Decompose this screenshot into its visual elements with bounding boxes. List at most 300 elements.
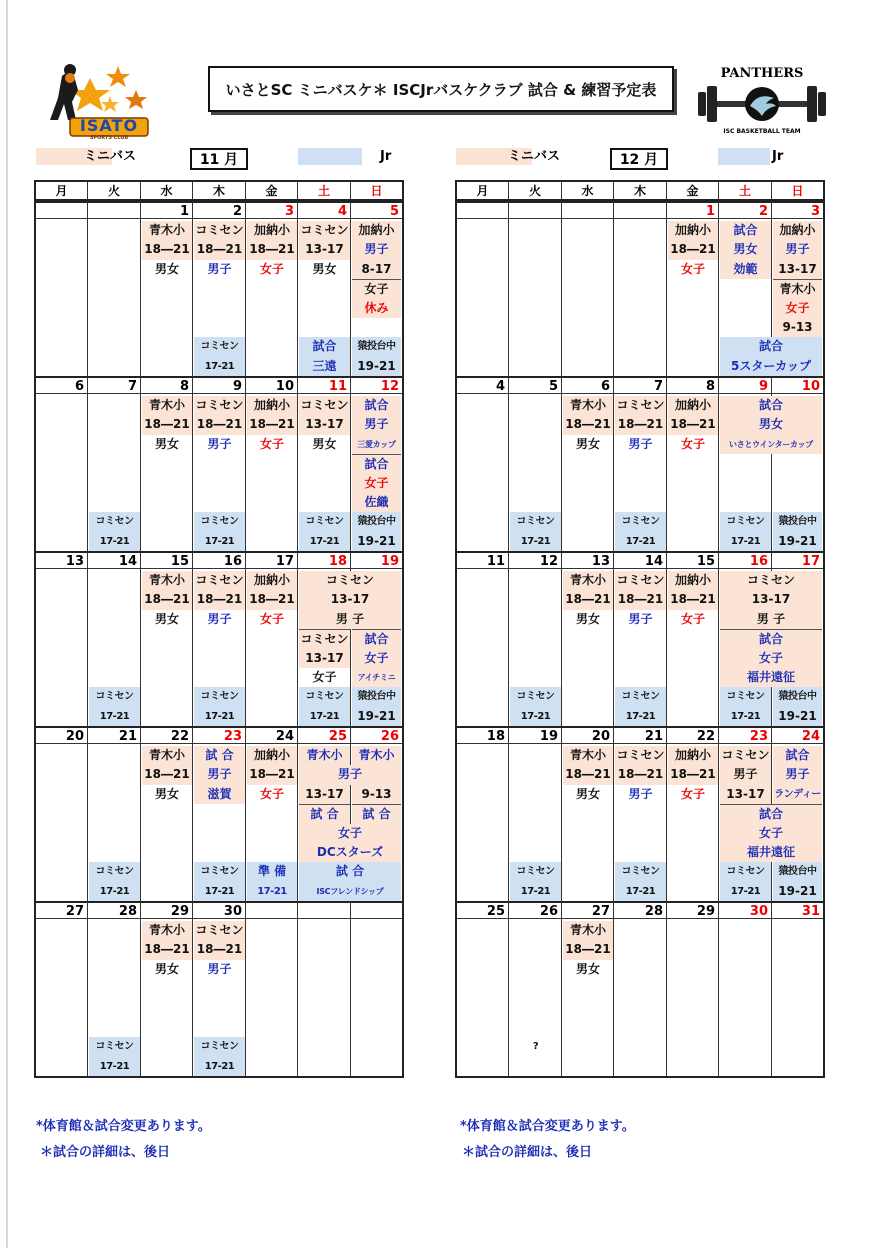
event-entry: 13-17	[720, 590, 822, 609]
weekday-header: 月	[36, 182, 88, 201]
event-entry: 18―21	[563, 415, 613, 434]
event-entry: 18―21	[194, 240, 245, 259]
event-entry: 17-21	[247, 882, 297, 901]
event-entry: コミセン	[89, 687, 140, 706]
day-number	[246, 901, 298, 919]
event-entry: 18―21	[247, 590, 297, 609]
isato-logo-sub: SPORTS CLUB	[89, 135, 129, 141]
day-cell	[667, 919, 719, 1076]
event-entry: 試 合	[299, 862, 401, 881]
event-entry: 試合	[352, 396, 401, 415]
event-entry: 17-21	[615, 707, 666, 726]
event-entry: 17-21	[194, 882, 245, 901]
day-cell	[457, 394, 509, 551]
event-entry: 女子	[680, 261, 705, 276]
event-entry: 青木小	[142, 921, 192, 940]
event-entry: 18―21	[142, 240, 192, 259]
event-entry: 女子	[352, 279, 401, 298]
event-entry: 男子	[194, 765, 245, 784]
event-entry: 加納小	[247, 746, 297, 765]
note-match-details-2: ＊試合の詳細は、後日	[462, 1145, 593, 1160]
day-number: 1	[667, 201, 719, 219]
event-entry: コミセン	[720, 512, 771, 531]
event-entry: 18―21	[194, 590, 245, 609]
event-entry: いさとウインターカップ	[720, 435, 822, 454]
day-number: 14	[614, 551, 667, 569]
event-entry: 男女	[575, 786, 600, 801]
weekday-header: 木	[193, 182, 246, 201]
event-entry: 女子	[259, 786, 284, 801]
event-entry: 18―21	[668, 590, 718, 609]
day-number: 26	[509, 901, 562, 919]
event-entry: コミセン	[299, 396, 350, 415]
event-entry: 猿投台中	[352, 337, 401, 356]
event-entry: コミセン	[510, 512, 561, 531]
event-entry: 13-17	[299, 240, 350, 259]
event-entry: 女子	[259, 611, 284, 626]
event-entry: 猿投台中	[352, 512, 401, 531]
page-edge	[6, 0, 8, 1248]
event-entry: 男女	[154, 261, 179, 276]
event-entry: ?	[532, 1041, 539, 1053]
event-entry: 試合	[720, 221, 771, 240]
day-number: 10	[772, 376, 823, 394]
note-venue-change: *体育館＆試合変更あります。	[36, 1119, 211, 1134]
event-entry: 17-21	[299, 532, 350, 551]
event-entry: 青木小	[299, 746, 350, 765]
day-number: 20	[36, 726, 88, 744]
page-title: いさとSC ミニバスケ＊ ISCJrバスケクラブ 試合 & 練習予定表	[208, 66, 674, 112]
day-number: 16	[193, 551, 246, 569]
event-entry: 男女	[575, 961, 600, 976]
event-entry: 9-13	[773, 318, 822, 337]
event-entry: 女子	[299, 824, 401, 843]
day-number	[36, 201, 88, 219]
day-number	[562, 201, 614, 219]
event-entry: 効範	[720, 260, 771, 279]
weekday-header: 金	[246, 182, 298, 201]
event-entry: 17-21	[615, 882, 666, 901]
weekday-header: 月	[457, 182, 509, 201]
day-number: 29	[667, 901, 719, 919]
day-cell	[36, 219, 88, 376]
event-entry: 加納小	[247, 221, 297, 240]
day-number: 30	[193, 901, 246, 919]
event-entry: 男女	[154, 436, 179, 451]
day-number: 24	[772, 726, 823, 744]
event-entry: コミセン	[615, 396, 666, 415]
event-entry: 男子	[299, 765, 401, 784]
event-entry: 18―21	[142, 590, 192, 609]
event-entry: 13-17	[299, 415, 350, 434]
weekday-header: 日	[772, 182, 823, 201]
day-number: 28	[88, 901, 141, 919]
event-entry: 男子	[352, 240, 401, 259]
event-entry: 猿投台中	[352, 687, 401, 706]
event-entry: コミセン	[194, 396, 245, 415]
day-number: 13	[562, 551, 614, 569]
event-entry: 試合	[299, 337, 350, 356]
event-entry: コミセン	[615, 512, 666, 531]
weekday-header: 日	[351, 182, 402, 201]
event-entry: 青木小	[352, 746, 401, 765]
event-entry: 加納小	[352, 221, 401, 240]
event-entry: コミセン	[89, 512, 140, 531]
day-number: 17	[246, 551, 298, 569]
event-entry: 三遠	[299, 357, 350, 376]
event-entry: アイチミニ	[352, 668, 401, 687]
event-entry: 女子	[720, 824, 822, 843]
day-number	[509, 201, 562, 219]
event-entry: 試合	[720, 804, 822, 823]
event-entry: 男女	[154, 786, 179, 801]
event-entry: 18―21	[142, 415, 192, 434]
event-entry: 女子	[312, 670, 337, 684]
day-cell	[772, 919, 823, 1076]
jr-legend-label-2: Jr	[772, 149, 784, 164]
event-entry: 猿投台中	[773, 512, 822, 531]
event-entry: 18―21	[668, 415, 718, 434]
event-entry: 男子	[207, 436, 232, 451]
day-cell	[36, 569, 88, 726]
event-entry: 男女	[154, 961, 179, 976]
event-entry: 13-17	[299, 590, 401, 609]
day-number: 29	[141, 901, 193, 919]
event-entry: 18―21	[668, 765, 718, 784]
event-entry: コミセン	[720, 571, 822, 590]
event-entry: 男女	[312, 261, 337, 276]
day-number: 11	[457, 551, 509, 569]
day-number: 9	[719, 376, 772, 394]
event-entry: 加納小	[247, 571, 297, 590]
event-entry: 男子	[207, 611, 232, 626]
panthers-logo-title: PANTHERS	[720, 66, 804, 81]
day-number: 26	[351, 726, 402, 744]
event-entry: 18―21	[247, 415, 297, 434]
day-number: 11	[298, 376, 351, 394]
note-venue-change-2: *体育館＆試合変更あります。	[460, 1119, 635, 1134]
weekday-header: 火	[88, 182, 141, 201]
day-number: 4	[457, 376, 509, 394]
mini-legend-label: ミニバス	[84, 149, 137, 164]
event-entry: 青木小	[142, 571, 192, 590]
day-number: 28	[614, 901, 667, 919]
event-entry: 男子	[773, 765, 822, 784]
calendar-november	[34, 180, 404, 1078]
event-entry: 試合	[352, 629, 401, 648]
day-number: 6	[562, 376, 614, 394]
weekday-header: 土	[298, 182, 351, 201]
event-entry: 17-21	[89, 1057, 140, 1076]
event-entry: 青木小	[563, 921, 613, 940]
day-number: 15	[141, 551, 193, 569]
day-number: 10	[246, 376, 298, 394]
event-entry: 女子	[352, 649, 401, 668]
event-entry: 男女	[575, 436, 600, 451]
event-entry: 加納小	[668, 221, 718, 240]
event-entry: 女子	[720, 649, 822, 668]
event-entry: コミセン	[510, 687, 561, 706]
event-entry: 青木小	[142, 396, 192, 415]
day-cell	[457, 569, 509, 726]
event-entry: 試 合	[352, 804, 401, 823]
day-number: 25	[457, 901, 509, 919]
event-entry: 17-21	[194, 357, 245, 376]
day-number: 27	[562, 901, 614, 919]
event-entry: 19-21	[352, 357, 401, 376]
event-entry: コミセン	[299, 571, 401, 590]
event-entry: 加納小	[668, 396, 718, 415]
event-entry: 女子	[352, 474, 401, 493]
event-entry: 三愛カップ	[352, 435, 401, 454]
jr-swatch-2	[718, 148, 770, 165]
event-entry: 13-17	[773, 260, 822, 279]
event-entry: 男女	[154, 611, 179, 626]
event-entry: 男子	[207, 261, 232, 276]
panthers-logo-sub: ISC BASKETBALL TEAM	[723, 128, 801, 135]
event-entry: 17-21	[720, 882, 771, 901]
event-entry: 18―21	[563, 765, 613, 784]
day-number: 30	[719, 901, 772, 919]
event-entry: コミセン	[510, 862, 561, 881]
event-entry: 女子	[773, 299, 822, 318]
event-entry: コミセン	[615, 571, 666, 590]
day-number: 20	[562, 726, 614, 744]
day-cell	[457, 219, 509, 376]
day-number: 4	[298, 201, 351, 219]
jr-legend-label: Jr	[380, 149, 392, 164]
day-cell	[246, 919, 298, 1076]
event-entry: 19-21	[352, 707, 401, 726]
event-entry: 18―21	[194, 415, 245, 434]
event-entry: コミセン	[89, 862, 140, 881]
event-entry: 17-21	[194, 1057, 245, 1076]
day-cell	[298, 919, 351, 1076]
event-entry: 試合	[352, 454, 401, 473]
day-cell	[614, 219, 667, 376]
day-number: 16	[719, 551, 772, 569]
event-entry: コミセン	[299, 629, 350, 648]
isato-logo-text: ISATO	[79, 116, 139, 135]
event-entry: 男子	[720, 765, 771, 784]
day-number: 14	[88, 551, 141, 569]
event-entry: ISCフレンドシップ	[299, 882, 401, 901]
event-entry: 休み	[352, 299, 401, 318]
event-entry: 18―21	[247, 240, 297, 259]
event-entry: 17-21	[194, 532, 245, 551]
day-cell	[36, 744, 88, 901]
event-entry: 18―21	[615, 590, 666, 609]
event-entry: 猿投台中	[773, 862, 822, 881]
event-entry: コミセン	[194, 221, 245, 240]
jr-swatch	[298, 148, 362, 165]
panthers-logo	[692, 66, 832, 146]
event-entry: 5スターカップ	[720, 357, 822, 376]
day-number: 12	[509, 551, 562, 569]
event-entry: 18―21	[142, 940, 192, 959]
day-number	[298, 901, 351, 919]
event-entry: コミセン	[615, 746, 666, 765]
event-entry: コミセン	[194, 687, 245, 706]
event-entry: 8-17	[352, 260, 401, 279]
event-entry: 試合	[773, 746, 822, 765]
day-number	[457, 201, 509, 219]
day-number	[351, 901, 402, 919]
day-number: 25	[298, 726, 351, 744]
event-entry: 18―21	[615, 415, 666, 434]
day-number: 7	[88, 376, 141, 394]
event-entry: 17-21	[510, 532, 561, 551]
event-entry: 17-21	[720, 532, 771, 551]
event-entry: 滋賀	[194, 785, 245, 804]
weekday-header: 水	[562, 182, 614, 201]
event-entry: 男子	[628, 786, 653, 801]
day-cell	[36, 394, 88, 551]
event-entry: 17-21	[89, 532, 140, 551]
event-entry: 17-21	[89, 882, 140, 901]
event-entry: コミセン	[720, 687, 771, 706]
event-entry: 青木小	[773, 279, 822, 298]
weekday-header: 金	[667, 182, 719, 201]
event-entry: コミセン	[194, 921, 245, 940]
event-entry: コミセン	[89, 1037, 140, 1056]
event-entry: 青木小	[563, 571, 613, 590]
event-entry: 18―21	[142, 765, 192, 784]
event-entry: 加納小	[773, 221, 822, 240]
day-cell	[36, 919, 88, 1076]
day-number: 12	[351, 376, 402, 394]
event-entry: 女子	[680, 436, 705, 451]
event-entry: コミセン	[720, 862, 771, 881]
note-match-details: ＊試合の詳細は、後日	[40, 1145, 171, 1160]
event-entry: 17-21	[510, 707, 561, 726]
day-number: 19	[351, 551, 402, 569]
day-cell	[88, 219, 141, 376]
event-entry: 青木小	[142, 221, 192, 240]
event-entry: 女子	[259, 261, 284, 276]
day-number: 13	[36, 551, 88, 569]
event-entry: コミセン	[299, 512, 350, 531]
event-entry: 18―21	[668, 240, 718, 259]
event-entry: 男女	[720, 240, 771, 259]
day-number: 19	[509, 726, 562, 744]
event-entry: 17-21	[299, 707, 350, 726]
day-number: 8	[667, 376, 719, 394]
event-entry: 13-17	[720, 785, 771, 804]
day-cell	[509, 219, 562, 376]
day-number: 23	[193, 726, 246, 744]
event-entry: 男女	[312, 436, 337, 451]
event-entry: 男子	[352, 415, 401, 434]
day-number: 3	[772, 201, 823, 219]
event-entry: 19-21	[773, 707, 822, 726]
event-entry: 13-17	[299, 649, 350, 668]
event-entry: 福井遠征	[720, 668, 822, 687]
day-number: 22	[141, 726, 193, 744]
day-number: 17	[772, 551, 823, 569]
event-entry: コミセン	[299, 687, 350, 706]
day-cell	[719, 919, 772, 1076]
event-entry: 男子	[207, 961, 232, 976]
day-number: 15	[667, 551, 719, 569]
event-entry: 男子	[628, 611, 653, 626]
event-entry: 準 備	[247, 862, 297, 881]
day-cell	[351, 919, 402, 1076]
event-entry: 青木小	[563, 746, 613, 765]
event-entry: 18―21	[247, 765, 297, 784]
event-entry: 18―21	[563, 940, 613, 959]
month-label-nov: 11 月	[190, 148, 248, 170]
event-entry: 男女	[575, 611, 600, 626]
day-number: 9	[193, 376, 246, 394]
day-number: 21	[88, 726, 141, 744]
day-number: 24	[246, 726, 298, 744]
event-entry: 試合	[720, 629, 822, 648]
event-entry: コミセン	[194, 1037, 245, 1056]
event-entry: 18―21	[615, 765, 666, 784]
event-entry: ランディー	[773, 785, 822, 804]
day-number: 2	[193, 201, 246, 219]
event-entry: 17-21	[615, 532, 666, 551]
event-entry: 男子	[773, 240, 822, 259]
event-entry: コミセン	[194, 337, 245, 356]
day-number: 18	[457, 726, 509, 744]
day-number	[614, 201, 667, 219]
event-entry: 男 子	[299, 610, 401, 629]
day-number: 8	[141, 376, 193, 394]
event-entry: 佐織	[352, 493, 401, 512]
barbell-icon	[692, 82, 832, 126]
event-entry: 試合	[720, 337, 822, 356]
event-entry: 9-13	[352, 785, 401, 804]
isato-logo	[40, 56, 170, 146]
event-entry: 女子	[680, 786, 705, 801]
event-entry: 男子	[628, 436, 653, 451]
event-entry: 福井遠征	[720, 843, 822, 862]
calendar-december	[455, 180, 825, 1078]
mini-legend-label-2: ミニバス	[508, 149, 561, 164]
event-entry: 猿投台中	[773, 687, 822, 706]
day-number: 3	[246, 201, 298, 219]
weekday-header: 土	[719, 182, 772, 201]
event-entry: コミセン	[299, 221, 350, 240]
day-cell	[562, 219, 614, 376]
event-entry: 19-21	[352, 532, 401, 551]
event-entry: 試合	[720, 396, 822, 415]
day-number: 27	[36, 901, 88, 919]
event-entry: 18―21	[563, 590, 613, 609]
event-entry: 女子	[680, 611, 705, 626]
day-cell	[614, 919, 667, 1076]
event-entry: コミセン	[194, 571, 245, 590]
day-number: 5	[509, 376, 562, 394]
event-entry: 13-17	[299, 785, 350, 804]
event-entry: 試 合	[299, 804, 350, 823]
event-entry: 17-21	[510, 882, 561, 901]
day-number: 23	[719, 726, 772, 744]
event-entry: 加納小	[247, 396, 297, 415]
event-entry: 加納小	[668, 571, 718, 590]
event-entry: 19-21	[773, 882, 822, 901]
event-entry: 青木小	[142, 746, 192, 765]
day-number: 31	[772, 901, 823, 919]
event-entry: 青木小	[563, 396, 613, 415]
day-number: 18	[298, 551, 351, 569]
day-number: 1	[141, 201, 193, 219]
weekday-header: 火	[509, 182, 562, 201]
day-number: 21	[614, 726, 667, 744]
event-entry: 加納小	[668, 746, 718, 765]
